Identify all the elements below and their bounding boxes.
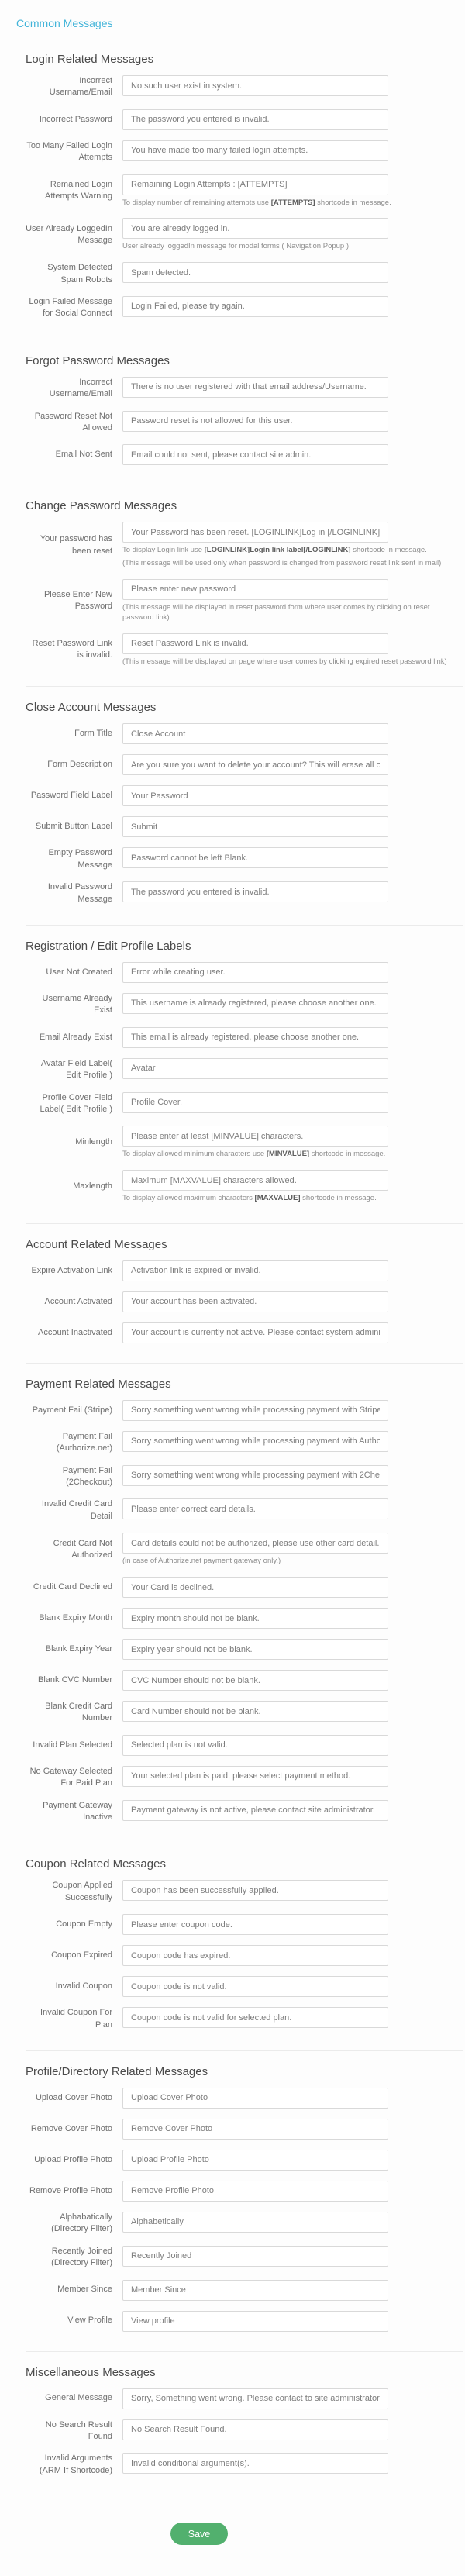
- field-row-alphabatically-directory-filter: [26, 2212, 463, 2236]
- field-row-upload-cover-photo: [26, 2088, 463, 2109]
- field-row-incorrect-username-email: [26, 75, 463, 99]
- field-row-avatar-field-label-edit-profile: [26, 1058, 463, 1082]
- help-text-segment: To display allowed maximum characters: [122, 1194, 255, 1203]
- field-label: Submit Button Label: [35, 822, 112, 832]
- message-input-blank-expiry-year[interactable]: [122, 1639, 388, 1660]
- field-row-remained-login-attempts-warning: [26, 174, 463, 209]
- help-text-segment: To display number of remaining attempts use: [122, 198, 271, 207]
- field-row-upload-profile-photo: [26, 2150, 463, 2171]
- field-row-remove-cover-photo: [26, 2119, 463, 2140]
- field-main: [122, 1291, 463, 1312]
- message-input-coupon-expired[interactable]: [122, 1945, 388, 1966]
- field-row-no-search-result-found: [26, 2419, 463, 2443]
- field-row-invalid-coupon-for-plan: [26, 2007, 463, 2031]
- help-text-segment: To display allowed minimum characters use: [122, 1150, 267, 1159]
- message-input-incorrect-username-email[interactable]: [122, 75, 388, 96]
- field-main: [122, 2388, 463, 2409]
- field-label: Invalid Coupon For Plan: [40, 2008, 112, 2029]
- message-input-reset-password-link-is-invalid[interactable]: [122, 633, 388, 654]
- section-title: Close Account Messages: [26, 701, 157, 715]
- message-input-coupon-empty[interactable]: [122, 1914, 388, 1935]
- field-label: Remained Login Attempts Warning: [44, 180, 112, 202]
- message-input-username-already-exist[interactable]: [122, 993, 388, 1014]
- section-title: Payment Related Messages: [26, 1377, 171, 1391]
- field-main: [122, 1431, 463, 1455]
- field-label: Credit Card Not Authorized: [53, 1538, 112, 1560]
- field-row-invalid-coupon: [26, 1976, 463, 1997]
- field-label: Invalid Password Message: [47, 882, 112, 904]
- message-input-email-not-sent[interactable]: [122, 444, 388, 465]
- field-main: [122, 1260, 463, 1281]
- save-button-row: [170, 2523, 463, 2545]
- message-input-credit-card-declined[interactable]: [122, 1577, 388, 1598]
- field-label: Blank CVC Number: [38, 1674, 112, 1685]
- field-row-view-profile: [26, 2311, 463, 2332]
- help-text-segment: (This message will be displayed in reset password form where user comes by clicking on reset password link): [122, 602, 430, 622]
- field-row-maxlength: [26, 1170, 463, 1204]
- message-input-password-reset-not-allowed[interactable]: [122, 411, 388, 432]
- field-help-text: [122, 242, 456, 252]
- field-label: Reset Password Link is invalid.: [32, 639, 112, 660]
- field-help-text: [122, 198, 456, 209]
- field-main: [122, 785, 463, 806]
- help-text-segment: User already loggedIn message for modal forms ( Navigation Popup ): [122, 242, 350, 251]
- field-main: [122, 962, 463, 983]
- field-main: [122, 1322, 463, 1343]
- field-main: [122, 2311, 463, 2332]
- field-label: Blank Expiry Month: [39, 1612, 112, 1623]
- field-main: [122, 1670, 463, 1691]
- field-row-credit-card-not-authorized: [26, 1533, 463, 1567]
- message-input-blank-credit-card-number[interactable]: [122, 1701, 388, 1722]
- field-main: [122, 816, 463, 837]
- message-input-remove-profile-photo[interactable]: [122, 2181, 388, 2202]
- field-label: Email Already Exist: [39, 1032, 112, 1042]
- help-shortcode: [MAXVALUE]: [254, 1194, 301, 1203]
- field-main: [122, 1058, 463, 1082]
- field-main: [122, 754, 463, 775]
- field-label: Password Field Label: [30, 791, 112, 801]
- message-input-blank-cvc-number[interactable]: [122, 1670, 388, 1691]
- section-title: Registration / Edit Profile Labels: [26, 939, 191, 953]
- help-text-segment: shortcode in message.: [315, 198, 391, 207]
- message-input-avatar-field-label-edit-profile[interactable]: [122, 1058, 388, 1079]
- field-row-coupon-expired: [26, 1945, 463, 1966]
- field-main: [122, 1465, 463, 1489]
- message-input-user-not-created[interactable]: [122, 962, 388, 983]
- field-label: Avatar Field Label( Edit Profile ): [40, 1058, 112, 1081]
- field-row-general-message: [26, 2388, 463, 2409]
- field-main: [122, 1092, 463, 1116]
- field-label: No Search Result Found: [45, 2419, 112, 2441]
- field-main: [122, 579, 463, 623]
- message-input-email-already-exist[interactable]: [122, 1027, 388, 1048]
- field-label: Profile Cover Field Label( Edit Profile ): [40, 1092, 112, 1114]
- field-label: Account Inactivated: [37, 1327, 112, 1337]
- field-main: [122, 1880, 463, 1904]
- message-input-login-failed-message-for-social-connect[interactable]: [122, 296, 388, 317]
- field-main: [122, 847, 463, 871]
- message-input-incorrect-username-email[interactable]: [122, 377, 388, 398]
- section-title: Miscellaneous Messages: [26, 2365, 156, 2379]
- field-row-coupon-applied-successfully: [26, 1880, 463, 1904]
- field-main: [122, 140, 463, 164]
- field-main: [122, 2453, 463, 2477]
- field-label: Blank Credit Card Number: [45, 1702, 112, 1723]
- field-main: [122, 2246, 463, 2270]
- message-input-invalid-coupon[interactable]: [122, 1976, 388, 1997]
- field-label: System Detected Spam Robots: [47, 263, 112, 284]
- field-row-payment-gateway-inactive: [26, 1800, 463, 1824]
- field-row-email-not-sent: [26, 444, 463, 465]
- field-main: [122, 522, 463, 569]
- field-main: [122, 1498, 463, 1522]
- message-input-system-detected-spam-robots[interactable]: [122, 262, 388, 283]
- help-shortcode: [MINVALUE]: [266, 1150, 310, 1159]
- help-text-segment: To display Login link use: [122, 546, 205, 555]
- section-close-account-messages: [26, 686, 463, 925]
- field-label: Please Enter New Password: [43, 589, 112, 612]
- field-row-invalid-credit-card-detail: [26, 1498, 463, 1522]
- field-row-password-reset-not-allowed: [26, 411, 463, 435]
- field-main: [122, 1945, 463, 1966]
- message-input-recently-joined-directory-filter[interactable]: [122, 2246, 388, 2267]
- field-row-blank-credit-card-number: [26, 1701, 463, 1725]
- field-main: [122, 1800, 463, 1824]
- field-row-too-many-failed-login-attempts: [26, 140, 463, 164]
- field-label: Maxlength: [73, 1181, 112, 1191]
- section-title: Profile/Directory Related Messages: [26, 2064, 208, 2078]
- field-row-password-field-label: [26, 785, 463, 806]
- field-row-invalid-password-message: [26, 881, 463, 905]
- help-text-segment: shortcode in message.: [350, 546, 427, 555]
- field-label: Member Since: [57, 2285, 112, 2295]
- page-title: Common Messages: [16, 17, 113, 29]
- field-help-text: [122, 603, 456, 623]
- field-main: [122, 1639, 463, 1660]
- help-shortcode: [LOGINLINK]Login link label[/LOGINLINK]: [204, 546, 351, 555]
- field-label: Remove Profile Photo: [29, 2185, 112, 2195]
- message-input-payment-fail-authorize-net[interactable]: [122, 1431, 388, 1452]
- message-input-remained-login-attempts-warning[interactable]: [122, 174, 388, 195]
- save-button[interactable]: Save: [170, 2523, 228, 2545]
- field-label: Recently Joined (Directory Filter): [51, 2246, 112, 2268]
- message-input-expire-activation-link[interactable]: [122, 1260, 388, 1281]
- field-row-payment-fail-stripe: [26, 1400, 463, 1421]
- section-title: Change Password Messages: [26, 499, 177, 513]
- field-label: Login Failed Message for Social Connect: [29, 296, 112, 319]
- field-label: Invalid Credit Card Detail: [41, 1499, 112, 1521]
- field-row-minlength: [26, 1126, 463, 1160]
- field-row-reset-password-link-is-invalid: [26, 633, 463, 667]
- field-row-form-description: [26, 754, 463, 775]
- message-input-minlength[interactable]: [122, 1126, 388, 1147]
- section-login-related-messages: [26, 53, 463, 340]
- help-shortcode: [ATTEMPTS]: [270, 198, 315, 207]
- section-title: Login Related Messages: [26, 53, 154, 66]
- field-main: [122, 174, 463, 209]
- field-label: Remove Cover Photo: [30, 2123, 112, 2133]
- field-row-submit-button-label: [26, 816, 463, 837]
- section-title: Forgot Password Messages: [26, 353, 170, 367]
- message-input-profile-cover-field-label-edit-profile[interactable]: [122, 1092, 388, 1113]
- message-input-your-password-has-been-reset[interactable]: [122, 522, 388, 543]
- field-label: User Not Created: [46, 967, 112, 977]
- message-input-invalid-coupon-for-plan[interactable]: [122, 2007, 388, 2028]
- section-registration-edit-profile-labels: [26, 925, 463, 1223]
- help-text-segment: shortcode in message.: [300, 1194, 377, 1203]
- field-label: Payment Gateway Inactive: [43, 1800, 112, 1823]
- field-main: [122, 993, 463, 1017]
- field-row-please-enter-new-password: [26, 579, 463, 623]
- field-row-invalid-arguments-arm-if-shortcode: [26, 2453, 463, 2477]
- field-label: Credit Card Declined: [33, 1581, 112, 1591]
- section-title: Account Related Messages: [26, 1237, 167, 1251]
- field-row-no-gateway-selected-for-paid-plan: [26, 1766, 463, 1790]
- field-help-text: [122, 657, 456, 667]
- field-label: Too Many Failed Login Attempts: [26, 140, 112, 163]
- field-main: [122, 2419, 463, 2443]
- message-input-credit-card-not-authorized[interactable]: [122, 1533, 388, 1554]
- field-row-payment-fail-2checkout: [26, 1465, 463, 1489]
- field-label: Password Reset Not Allowed: [34, 411, 112, 433]
- message-input-payment-fail-2checkout[interactable]: [122, 1465, 388, 1486]
- field-help-text: [122, 1150, 456, 1160]
- field-row-empty-password-message: [26, 847, 463, 871]
- field-row-recently-joined-directory-filter: [26, 2246, 463, 2270]
- field-label: Your password has been reset: [40, 534, 112, 556]
- section-change-password-messages: [26, 485, 463, 686]
- field-main: [122, 444, 463, 465]
- field-row-remove-profile-photo: [26, 2181, 463, 2202]
- field-main: [122, 633, 463, 667]
- field-main: [122, 2088, 463, 2109]
- message-input-maxlength[interactable]: [122, 1170, 388, 1191]
- field-row-your-password-has-been-reset: [26, 522, 463, 569]
- field-main: [122, 262, 463, 286]
- message-input-form-title[interactable]: [122, 723, 388, 744]
- message-input-invalid-arguments-arm-if-shortcode[interactable]: [122, 2453, 388, 2474]
- field-row-blank-expiry-year: [26, 1639, 463, 1660]
- field-row-member-since: [26, 2280, 463, 2301]
- field-main: [122, 723, 463, 744]
- message-input-form-description[interactable]: [122, 754, 388, 775]
- help-text-segment: (This message will be used only when password is changed from password reset link sent in mail): [122, 559, 442, 568]
- message-input-payment-fail-stripe[interactable]: [122, 1400, 388, 1421]
- field-main: [122, 296, 463, 320]
- field-label: Email Not Sent: [55, 450, 112, 460]
- field-label: Coupon Empty: [56, 1919, 112, 1929]
- message-input-remove-cover-photo[interactable]: [122, 2119, 388, 2140]
- field-row-payment-fail-authorize-net: [26, 1431, 463, 1455]
- field-main: [122, 1735, 463, 1756]
- field-label: Form Title: [74, 729, 112, 739]
- field-main: [122, 2181, 463, 2202]
- field-label: Coupon Applied Successfully: [52, 1881, 112, 1902]
- field-row-username-already-exist: [26, 993, 463, 1017]
- field-main: [122, 411, 463, 435]
- section-title: Coupon Related Messages: [26, 1857, 166, 1871]
- section-profile-directory-related-messages: [26, 2050, 463, 2351]
- field-main: [122, 2212, 463, 2236]
- field-row-account-inactivated: [26, 1322, 463, 1343]
- field-label: Invalid Arguments (ARM If Shortcode): [39, 2454, 112, 2475]
- section-coupon-related-messages: [26, 1843, 463, 2050]
- sections: [26, 53, 463, 2496]
- field-help-text: [122, 559, 456, 569]
- message-input-blank-expiry-month[interactable]: [122, 1608, 388, 1629]
- field-row-incorrect-username-email: [26, 377, 463, 401]
- field-label: Username Already Exist: [42, 993, 112, 1016]
- field-row-login-failed-message-for-social-connect: [26, 296, 463, 320]
- field-main: [122, 218, 463, 252]
- section-forgot-password-messages: [26, 340, 463, 485]
- field-main: [122, 377, 463, 401]
- field-row-coupon-empty: [26, 1914, 463, 1935]
- field-label: View Profile: [67, 2316, 112, 2326]
- message-input-invalid-password-message[interactable]: [122, 881, 388, 902]
- field-label: Payment Fail (2Checkout): [62, 1465, 112, 1488]
- field-row-user-not-created: [26, 962, 463, 983]
- field-label: User Already LoggedIn Message: [26, 223, 112, 246]
- field-row-expire-activation-link: [26, 1260, 463, 1281]
- section-account-related-messages: [26, 1223, 463, 1363]
- help-text-segment: (This message will be displayed on page where user comes by clicking expired reset password link): [122, 657, 447, 666]
- field-row-profile-cover-field-label-edit-profile: [26, 1092, 463, 1116]
- message-input-no-gateway-selected-for-paid-plan[interactable]: [122, 1766, 388, 1787]
- field-main: [122, 1027, 463, 1048]
- message-input-account-activated[interactable]: [122, 1291, 388, 1312]
- field-row-account-activated: [26, 1291, 463, 1312]
- field-label: Blank Expiry Year: [45, 1643, 112, 1654]
- field-label: Coupon Expired: [51, 1950, 112, 1960]
- field-row-email-already-exist: [26, 1027, 463, 1048]
- field-label: Alphabatically (Directory Filter): [51, 2212, 112, 2234]
- field-row-blank-cvc-number: [26, 1670, 463, 1691]
- field-label: Incorrect Username/Email: [49, 377, 112, 399]
- help-text-segment: (in case of Authorize.net payment gateway only.): [122, 1557, 281, 1566]
- message-input-coupon-applied-successfully[interactable]: [122, 1880, 388, 1901]
- message-input-password-field-label[interactable]: [122, 785, 388, 806]
- message-input-invalid-credit-card-detail[interactable]: [122, 1498, 388, 1519]
- field-row-user-already-loggedin-message: [26, 218, 463, 252]
- field-label: Minlength: [75, 1137, 112, 1147]
- message-input-too-many-failed-login-attempts[interactable]: [122, 140, 388, 161]
- field-row-system-detected-spam-robots: [26, 262, 463, 286]
- field-label: Payment Fail (Stripe): [32, 1405, 112, 1415]
- message-input-payment-gateway-inactive[interactable]: [122, 1800, 388, 1821]
- field-main: [122, 2150, 463, 2171]
- section-miscellaneous-messages: [26, 2351, 463, 2497]
- field-label: Expire Activation Link: [31, 1265, 112, 1275]
- field-main: [122, 1976, 463, 1997]
- message-input-upload-profile-photo[interactable]: [122, 2150, 388, 2171]
- field-main: [122, 1608, 463, 1629]
- field-help-text: [122, 546, 456, 556]
- message-input-user-already-loggedin-message[interactable]: [122, 218, 388, 239]
- field-label: Upload Cover Photo: [35, 2092, 112, 2102]
- field-label: Payment Fail (Authorize.net): [56, 1431, 112, 1454]
- field-row-blank-expiry-month: [26, 1608, 463, 1629]
- message-input-invalid-plan-selected[interactable]: [122, 1735, 388, 1756]
- field-row-incorrect-password: [26, 109, 463, 130]
- field-main: [122, 2280, 463, 2301]
- message-input-no-search-result-found[interactable]: [122, 2419, 388, 2440]
- field-row-credit-card-declined: [26, 1577, 463, 1598]
- field-label: General Message: [45, 2393, 112, 2403]
- message-input-alphabatically-directory-filter[interactable]: [122, 2212, 388, 2233]
- message-input-general-message[interactable]: [122, 2388, 388, 2409]
- field-main: [122, 75, 463, 99]
- help-text-segment: shortcode in message.: [309, 1150, 386, 1159]
- field-main: [122, 109, 463, 130]
- field-label: Incorrect Password: [39, 114, 112, 124]
- field-row-invalid-plan-selected: [26, 1735, 463, 1756]
- field-label: Account Activated: [44, 1296, 112, 1306]
- message-input-view-profile[interactable]: [122, 2311, 388, 2332]
- message-input-submit-button-label[interactable]: [122, 816, 388, 837]
- field-main: [122, 1766, 463, 1790]
- field-label: No Gateway Selected For Paid Plan: [29, 1766, 112, 1788]
- field-label: Incorrect Username/Email: [49, 76, 112, 98]
- message-input-incorrect-password[interactable]: [122, 109, 388, 130]
- field-main: [122, 2007, 463, 2031]
- message-input-member-since[interactable]: [122, 2280, 388, 2301]
- field-main: [122, 881, 463, 905]
- field-main: [122, 1400, 463, 1421]
- field-main: [122, 1914, 463, 1935]
- message-input-please-enter-new-password[interactable]: [122, 579, 388, 600]
- field-main: [122, 1533, 463, 1567]
- field-main: [122, 2119, 463, 2140]
- field-row-form-title: [26, 723, 463, 744]
- field-help-text: [122, 1194, 456, 1204]
- field-main: [122, 1126, 463, 1160]
- field-main: [122, 1701, 463, 1725]
- field-label: Form Description: [47, 760, 112, 770]
- message-input-upload-cover-photo[interactable]: [122, 2088, 388, 2109]
- field-label: Invalid Plan Selected: [33, 1740, 112, 1750]
- field-label: Upload Profile Photo: [34, 2154, 112, 2164]
- section-payment-related-messages: [26, 1363, 463, 1843]
- field-main: [122, 1170, 463, 1204]
- field-label: Empty Password Message: [48, 848, 112, 870]
- message-input-account-inactivated[interactable]: [122, 1322, 388, 1343]
- message-input-empty-password-message[interactable]: [122, 847, 388, 868]
- field-main: [122, 1577, 463, 1598]
- field-label: Invalid Coupon: [55, 1981, 112, 1991]
- field-help-text: [122, 1557, 456, 1567]
